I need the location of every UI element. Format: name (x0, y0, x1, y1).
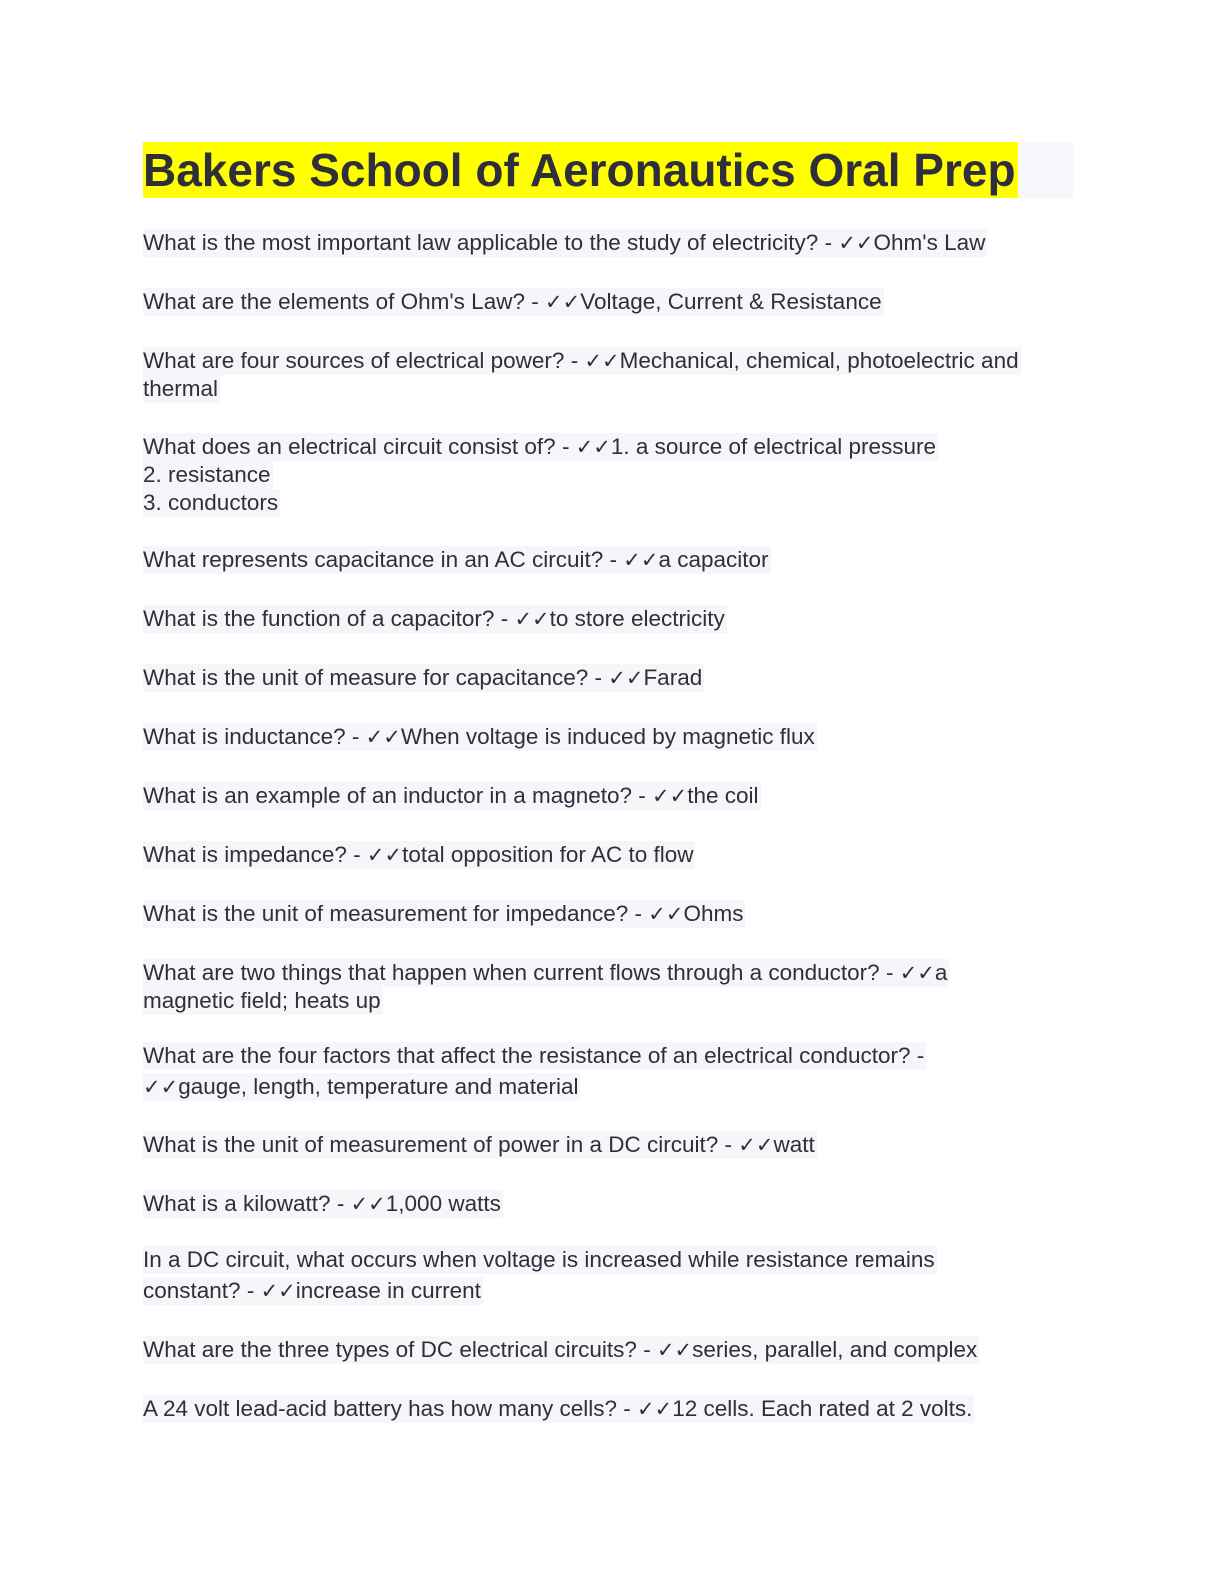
qa-item (143, 723, 817, 751)
separator: - (718, 1132, 739, 1157)
title-banner (143, 142, 1073, 198)
separator: - (555, 434, 576, 459)
qa-item (143, 347, 1021, 403)
qa-item (143, 959, 949, 1015)
answer-continued: 3. conductors (143, 490, 279, 515)
check-icon: ✓✓ (514, 607, 550, 631)
separator: - (524, 289, 545, 314)
check-icon: ✓✓ (544, 290, 581, 314)
separator: - (240, 1278, 261, 1303)
separator: - (879, 960, 900, 985)
qa-item (143, 900, 745, 928)
question: What are the four factors that affect the resistance of an electrical conductor? (143, 1043, 911, 1068)
answer: Ohms (683, 901, 744, 926)
separator: - (632, 783, 653, 808)
answer-continued: 2. resistance (143, 462, 271, 487)
question: What are the three types of DC electrical circuits? (143, 1337, 637, 1362)
check-icon: ✓✓ (656, 1338, 693, 1362)
answer: 1,000 watts (385, 1191, 501, 1216)
separator: - (330, 1191, 351, 1216)
check-icon: ✓✓ (575, 435, 611, 459)
check-icon: ✓✓ (365, 725, 401, 749)
check-icon: ✓✓ (143, 1075, 179, 1099)
separator: - (636, 1337, 657, 1362)
answer: watt (773, 1132, 815, 1157)
answer: Mechanical, chemical, photoelectric and (619, 348, 1019, 373)
answer: the coil (687, 783, 759, 808)
separator: - (818, 230, 839, 255)
check-icon: ✓✓ (652, 784, 688, 808)
qa-item (143, 288, 884, 316)
answer: a capacitor (658, 547, 769, 572)
answer: a (934, 960, 948, 985)
answer: Ohm's Law (873, 230, 986, 255)
check-icon: ✓✓ (260, 1279, 296, 1303)
separator: - (910, 1043, 925, 1068)
qa-item (143, 605, 727, 633)
question: What represents capacitance in an AC circuit? (143, 547, 604, 572)
check-icon: ✓✓ (838, 231, 874, 255)
separator: - (617, 1396, 638, 1421)
check-icon: ✓✓ (637, 1397, 673, 1421)
check-icon: ✓✓ (350, 1192, 386, 1216)
question: What is an example of an inductor in a magneto? (143, 783, 633, 808)
question: What is the function of a capacitor? (143, 606, 495, 631)
question: What is the unit of measure for capacitance? (143, 665, 589, 690)
question: What does an electrical circuit consist of? (143, 434, 556, 459)
page-title: Bakers School of Aeronautics Oral Prep (143, 144, 1016, 196)
question: What is the unit of measurement of power in a DC circuit? (143, 1132, 719, 1157)
answer: 12 cells. Each rated at 2 volts. (672, 1396, 973, 1421)
check-icon: ✓✓ (584, 349, 620, 373)
question: What is impedance? (143, 842, 347, 867)
question: What is a kilowatt? (143, 1191, 331, 1216)
answer-continued: magnetic field; heats up (143, 988, 381, 1013)
qa-item (143, 229, 987, 257)
answer-continued: thermal (143, 376, 219, 401)
question: What are four sources of electrical power? (143, 348, 565, 373)
check-icon: ✓✓ (899, 961, 935, 985)
answer: Voltage, Current & Resistance (580, 289, 882, 314)
separator: - (588, 665, 609, 690)
qa-item (143, 1042, 926, 1101)
question: What are two things that happen when current flows through a conductor? (143, 960, 880, 985)
separator: - (346, 842, 367, 867)
answer: to store electricity (549, 606, 725, 631)
separator: - (494, 606, 515, 631)
answer: Farad (643, 665, 703, 690)
qa-item (143, 1395, 974, 1423)
answer: gauge, length, temperature and material (178, 1074, 579, 1099)
qa-item (143, 433, 938, 517)
answer: total opposition for AC to flow (402, 842, 694, 867)
qa-item (143, 546, 771, 574)
answer: increase in current (295, 1278, 481, 1303)
check-icon: ✓✓ (623, 548, 659, 572)
qa-item (143, 664, 704, 692)
qa-item (143, 1246, 937, 1305)
question: What is the unit of measurement for impedance? (143, 901, 629, 926)
question: In a DC circuit, what occurs when voltage is increased while resistance remains (143, 1247, 935, 1272)
question: What is the most important law applicable to the study of electricity? (143, 230, 819, 255)
qa-item (143, 841, 695, 869)
question: What is inductance? (143, 724, 346, 749)
question-continued: constant? (143, 1278, 241, 1303)
qa-item (143, 1336, 979, 1364)
separator: - (628, 901, 649, 926)
check-icon: ✓✓ (738, 1133, 774, 1157)
question: What are the elements of Ohm's Law? (143, 289, 525, 314)
answer: series, parallel, and complex (692, 1337, 978, 1362)
separator: - (564, 348, 585, 373)
qa-item (143, 782, 761, 810)
answer: When voltage is induced by magnetic flux (400, 724, 815, 749)
check-icon: ✓✓ (366, 843, 403, 867)
separator: - (603, 547, 624, 572)
answer: 1. a source of electrical pressure (610, 434, 937, 459)
qa-item (143, 1131, 817, 1159)
check-icon: ✓✓ (608, 666, 644, 690)
question: A 24 volt lead-acid battery has how many cells? (143, 1396, 618, 1421)
separator: - (345, 724, 366, 749)
qa-item (143, 1190, 503, 1218)
check-icon: ✓✓ (648, 902, 684, 926)
